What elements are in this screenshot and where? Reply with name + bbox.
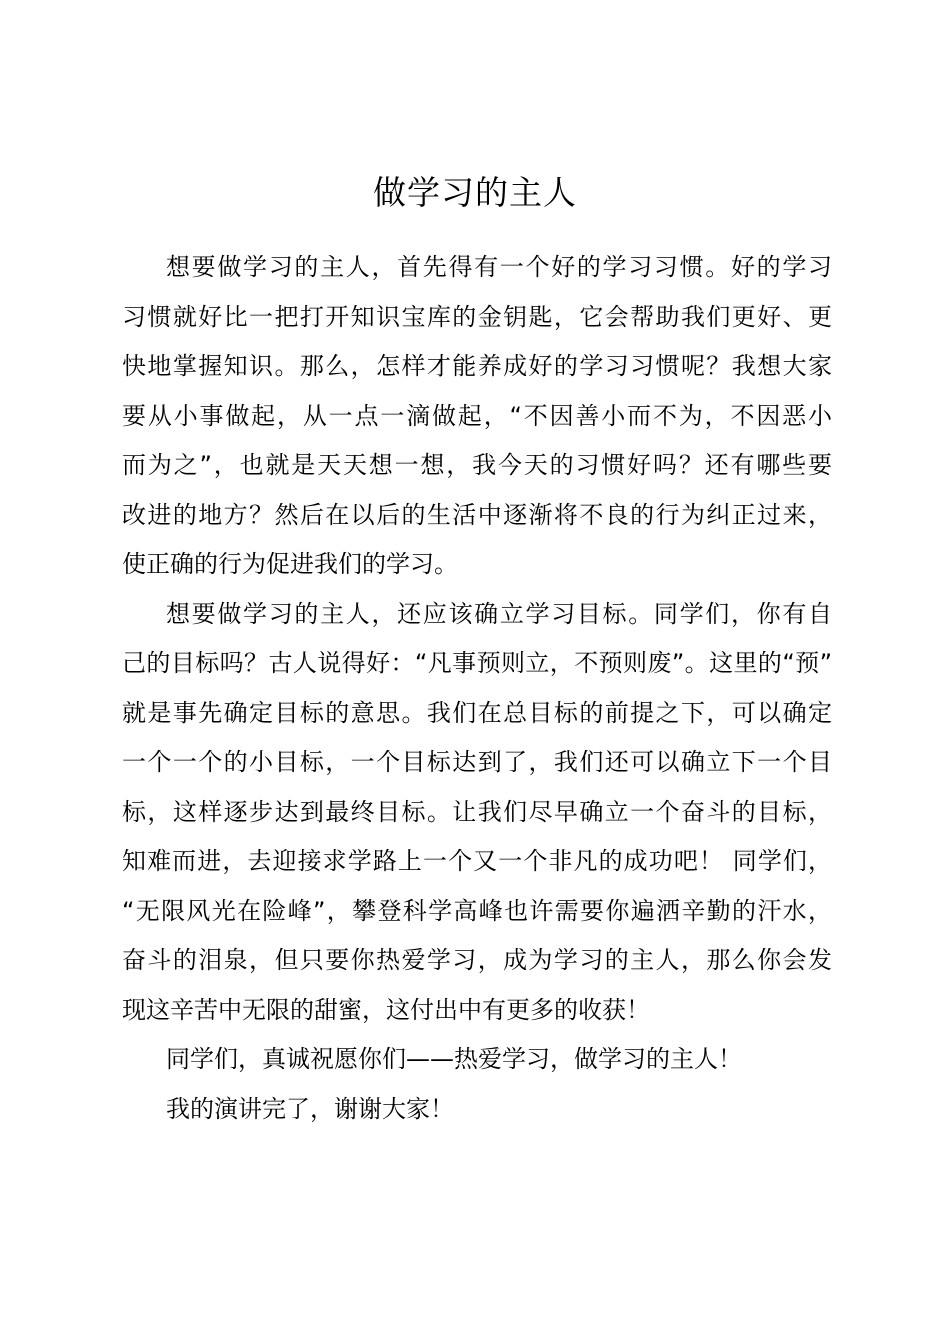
page-title: 做学习的主人 <box>373 173 577 212</box>
text-line: “无限风光在险峰”，攀登科学高峰也许需要你遍洒辛勤的汗水， <box>122 896 832 925</box>
text-line: 而为之”，也就是天天想一想，我今天的习惯好吗？还有哪些要 <box>122 451 832 479</box>
text-line: 己的目标吗？古人说得好：“凡事预则立，不预则废”。这里的“预” <box>122 649 832 677</box>
text-line: 我的演讲完了，谢谢大家！ <box>166 1094 454 1123</box>
text-line: 快地掌握知识。那么，怎样才能养成好的学习习惯呢？我想大家 <box>122 352 832 380</box>
text-line: 标，这样逐步达到最终目标。让我们尽早确立一个奋斗的目标， <box>122 797 832 826</box>
text-line: 使正确的行为促进我们的学习。 <box>122 550 458 578</box>
text-line: 奋斗的泪泉，但只要你热爱学习，成为学习的主人，那么你会发 <box>122 946 832 974</box>
text-line: 就是事先确定目标的意思。我们在总目标的前提之下，可以确定 <box>122 698 832 727</box>
text-line: 想要做学习的主人，首先得有一个好的学习习惯。好的学习 <box>166 253 832 281</box>
text-line: 习惯就好比一把打开知识宝库的金钥匙，它会帮助我们更好、更 <box>122 302 832 331</box>
text-line: 改进的地方？然后在以后的生活中逐渐将不良的行为纠正过来， <box>122 500 832 529</box>
text-line: 同学们，真诚祝愿你们——热爱学习，做学习的主人！ <box>166 1045 742 1073</box>
text-line: 想要做学习的主人，还应该确立学习目标。同学们，你有自 <box>166 599 832 628</box>
text-line: 知难而进，去迎接求学路上一个又一个非凡的成功吧！ 同学们， <box>122 847 832 875</box>
text-line: 现这辛苦中无限的甜蜜，这付出中有更多的收获！ <box>122 995 650 1024</box>
text-line: 一个一个的小目标，一个目标达到了，我们还可以确立下一个目 <box>122 748 832 776</box>
speech-body <box>122 243 832 1134</box>
text-line: 要从小事做起，从一点一滴做起，“不因善小而不为，不因恶小 <box>122 401 832 430</box>
